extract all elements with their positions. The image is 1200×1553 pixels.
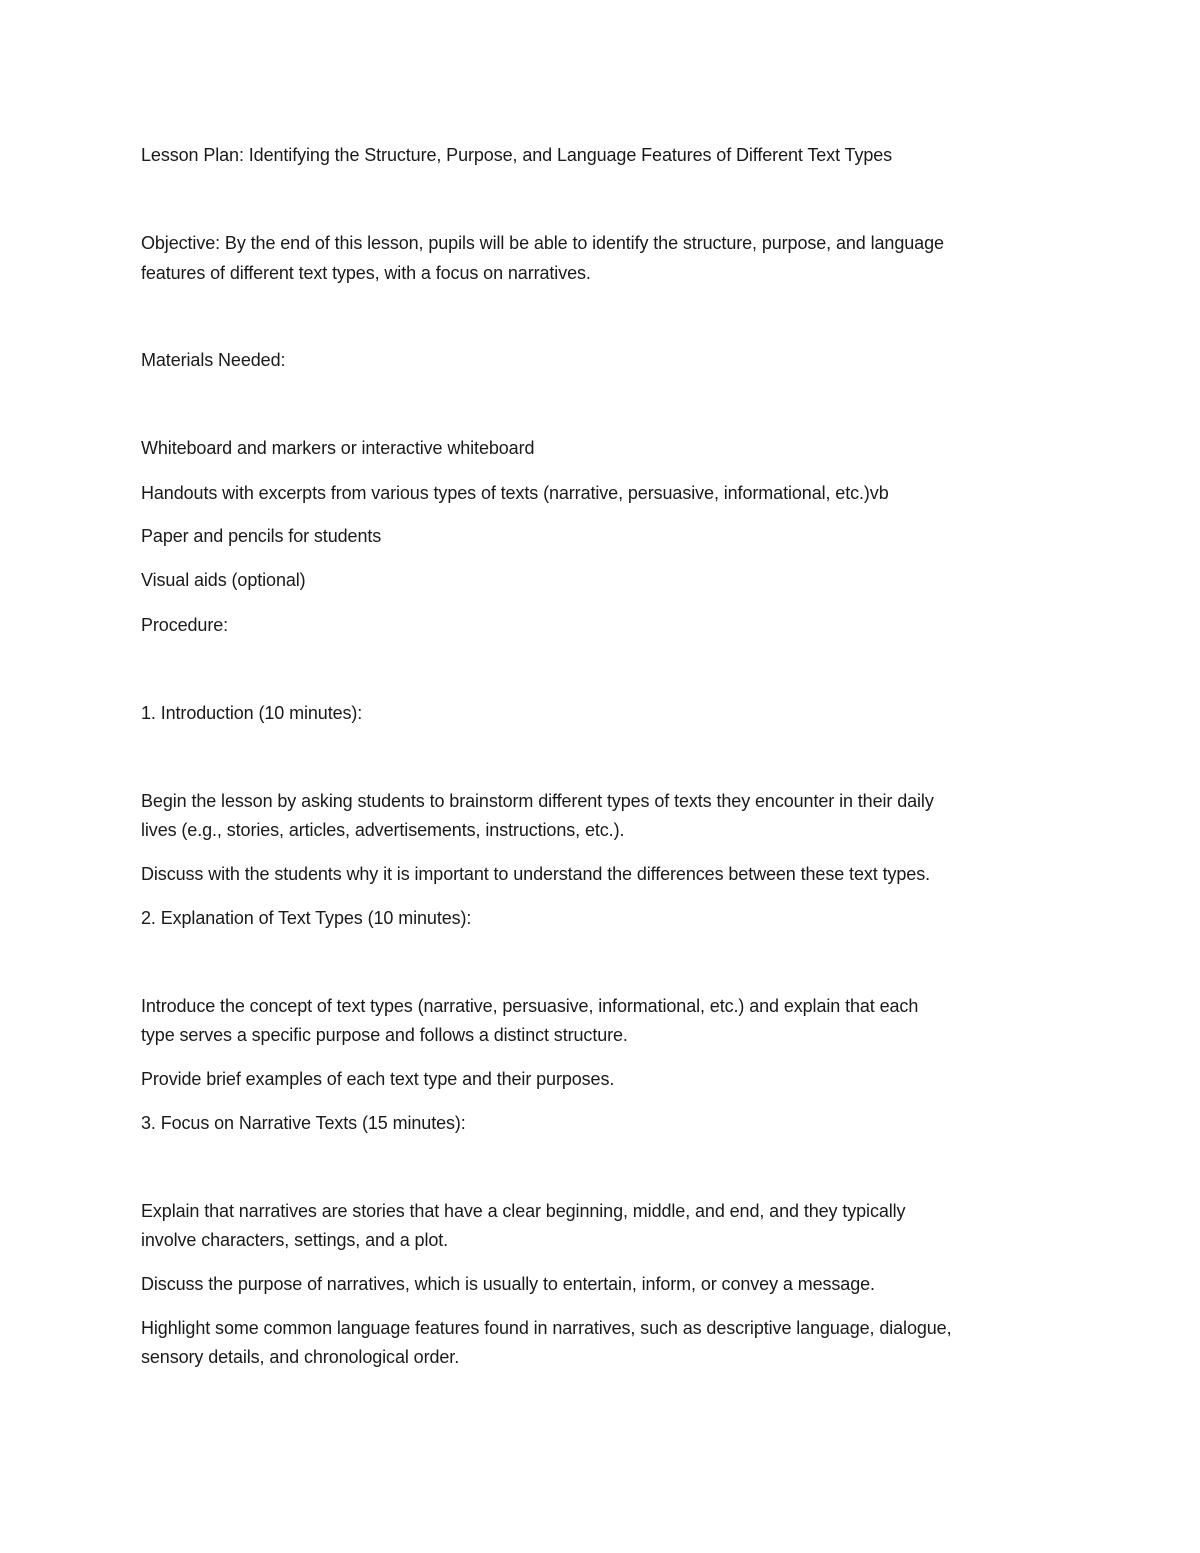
section-1-paragraph-1-line-1: Begin the lesson by asking students to brainstorm different types of texts they encounter in their daily (141, 791, 934, 811)
section-2-paragraph-2: Provide brief examples of each text type and their purposes. (141, 1069, 615, 1089)
objective-line-1: Objective: By the end of this lesson, pupils will be able to identify the structure, purpose, and language (141, 233, 944, 253)
section-1-paragraph-2: Discuss with the students why it is important to understand the differences between these text types. (141, 864, 930, 884)
section-3-paragraph-1-line-2: involve characters, settings, and a plot. (141, 1230, 449, 1250)
section-2-heading: 2. Explanation of Text Types (10 minutes): (141, 908, 472, 928)
materials-item: Whiteboard and markers or interactive whiteboard (141, 438, 535, 458)
materials-item: Paper and pencils for students (141, 526, 382, 546)
materials-heading: Materials Needed: (141, 350, 286, 370)
section-3-paragraph-2: Discuss the purpose of narratives, which is usually to entertain, inform, or convey a message. (141, 1274, 875, 1294)
section-3-paragraph-1-line-1: Explain that narratives are stories that have a clear beginning, middle, and end, and they typically (141, 1201, 906, 1221)
section-3-heading: 3. Focus on Narrative Texts (15 minutes): (141, 1113, 466, 1133)
section-1-paragraph-1-line-2: lives (e.g., stories, articles, advertisements, instructions, etc.). (141, 820, 625, 840)
section-1-heading: 1. Introduction (10 minutes): (141, 703, 363, 723)
section-3-paragraph-3-line-2: sensory details, and chronological order. (141, 1347, 460, 1367)
materials-item: Visual aids (optional) (141, 570, 306, 590)
section-2-paragraph-1-line-2: type serves a specific purpose and follows a distinct structure. (141, 1025, 628, 1045)
procedure-heading: Procedure: (141, 615, 229, 635)
section-3-paragraph-3-line-1: Highlight some common language features found in narratives, such as descriptive language, dialogue, (141, 1318, 952, 1338)
materials-item: Handouts with excerpts from various types of texts (narrative, persuasive, informational, etc.)vb (141, 483, 889, 503)
objective-line-2: features of different text types, with a focus on narratives. (141, 263, 591, 283)
document-title: Lesson Plan: Identifying the Structure, Purpose, and Language Features of Different Text Types (141, 145, 893, 165)
section-2-paragraph-1-line-1: Introduce the concept of text types (narrative, persuasive, informational, etc.) and explain that each (141, 996, 919, 1016)
